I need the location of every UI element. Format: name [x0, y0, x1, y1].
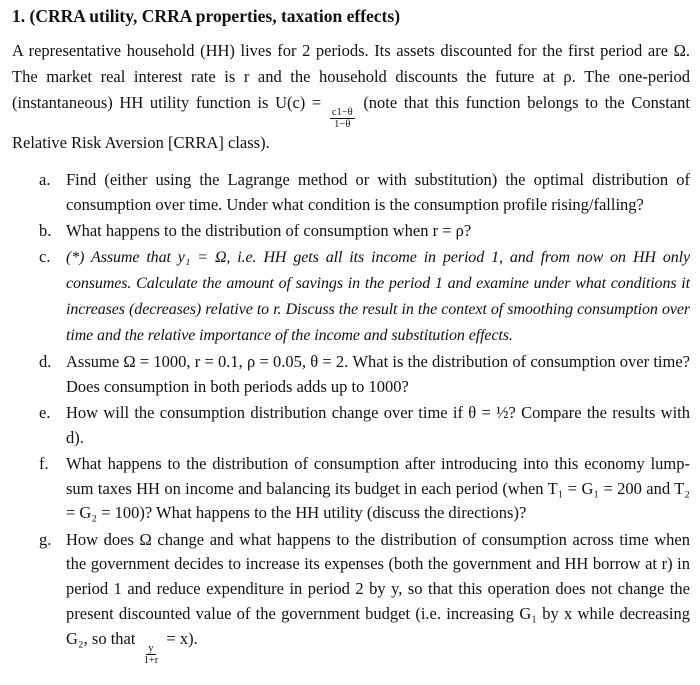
- utility-fraction-denominator: 1−θ: [334, 119, 351, 130]
- budget-fraction-denominator: 1+r: [143, 654, 159, 666]
- question-text: What happens to the distribution of consumption after introducing into this economy lump-sum taxes HH on income and balancing its budget in each period (when T₁ = G₁ = 200 and T₂ = G₂ = 100)? What happens to the HH utility (discuss the directions)?: [66, 453, 690, 523]
- question-marker: g.: [39, 529, 52, 549]
- intro-text-part2: (note that this function belongs to the Constant Relative Risk Aversion [CRRA] class).: [12, 93, 691, 152]
- question-item-b: [39, 219, 690, 244]
- question-item-e: [39, 401, 690, 451]
- question-item-g: [39, 528, 690, 666]
- question-item-c: [39, 245, 690, 348]
- question-marker: d.: [39, 351, 52, 371]
- question-item-a: [39, 168, 690, 218]
- question-marker: c.: [39, 247, 51, 267]
- question-marker: e.: [39, 402, 51, 422]
- budget-fraction-numerator: y: [148, 642, 154, 654]
- question-list: [12, 168, 690, 666]
- question-marker: a.: [39, 170, 51, 189]
- problem-intro: [12, 38, 690, 156]
- question-text: What happens to the distribution of consumption when r = ρ?: [66, 220, 472, 240]
- budget-fraction: [142, 643, 161, 666]
- utility-fraction: [330, 107, 355, 130]
- question-text: Assume Ω = 1000, r = 0.1, ρ = 0.05, θ = 2. What is the distribution of consumption over time? Does consumption in both periods adds up to 1000?: [66, 351, 690, 396]
- question-marker: b.: [39, 220, 52, 240]
- problem-title: 1. (CRRA utility, CRRA properties, taxation effects): [12, 6, 401, 26]
- intro-text-part1: A representative household (HH) lives for 2 periods. Its assets discounted for the first period are Ω. The market real interest rate is r and the household discounts the future at ρ. The one-period (instantaneous) HH utility function is U(c) =: [12, 41, 690, 112]
- question-item-f: [39, 452, 690, 526]
- question-text: (*) Assume that y₁ = Ω, i.e. HH gets all its income in period 1, and from now on HH only consumes. Calculate the amount of savings in the period 1 and examine under what conditions it increases (decreases) relative to r. Discuss the result in the context of smoothing consumption over time and the relative importance of the income and substitution effects.: [66, 249, 690, 344]
- question-marker: f.: [39, 453, 49, 473]
- question-text-before: How does Ω change and what happens to the distribution of consumption across time when the government decides to increase its expenses (both the government and HH borrow at r) in period 1 and reduce expenditure in period 2 by y, so that this operation does not change the present discounted value of the government budget (i.e. increasing G₁ by x while decreasing G₂, so that: [66, 529, 690, 648]
- question-item-d: [39, 350, 690, 400]
- utility-fraction-numerator: c1−θ: [331, 107, 353, 118]
- question-text-after: = x).: [166, 628, 198, 648]
- question-text: How will the consumption distribution change over time if θ = ½? Compare the results with d).: [66, 402, 690, 447]
- question-text: Find (either using the Lagrange method or with substitution) the optimal distribution of consumption over time. Under what condition is the consumption profile rising/falling?: [66, 170, 690, 214]
